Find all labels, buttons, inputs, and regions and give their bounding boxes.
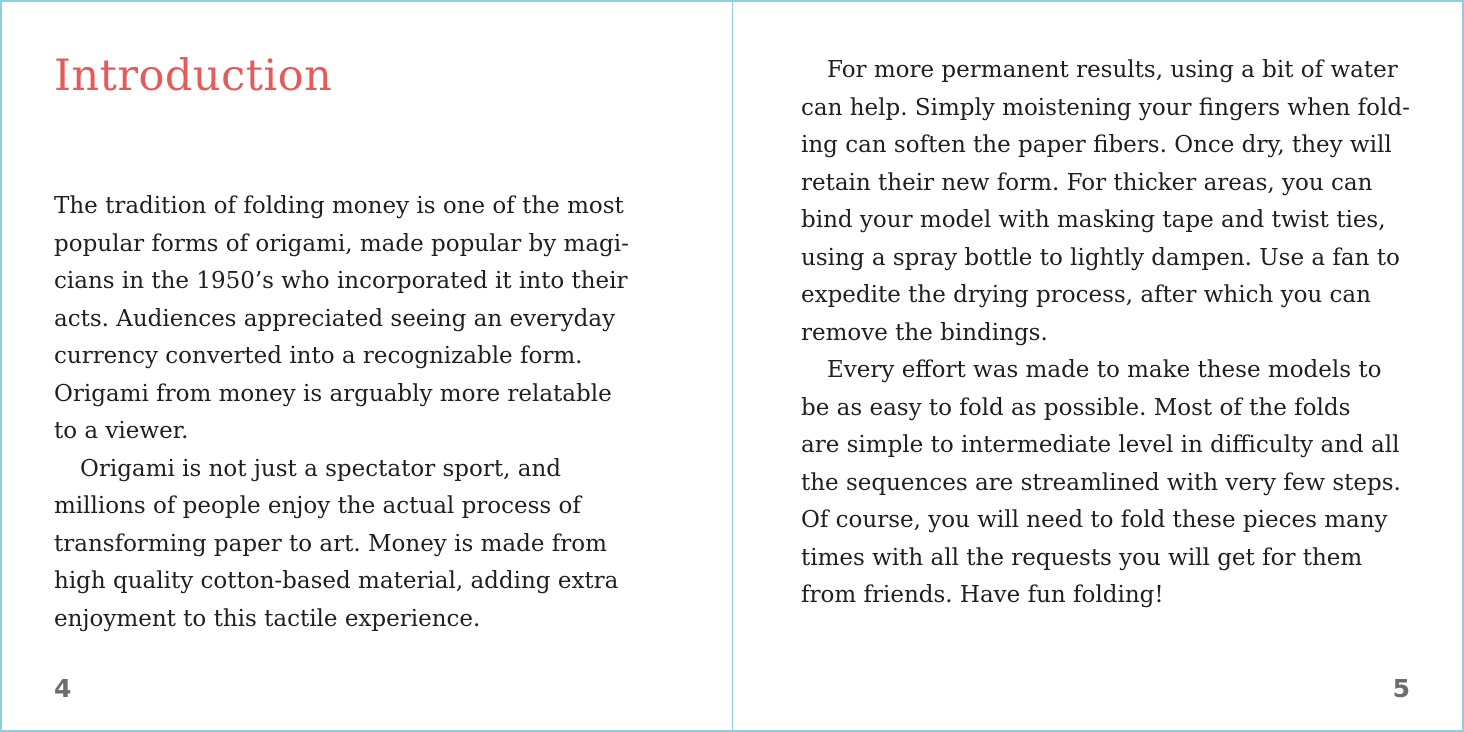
text-line: from friends. Have fun folding! <box>801 582 1164 608</box>
text-line: to a viewer. <box>54 418 189 444</box>
page-title: Introduction <box>54 51 333 101</box>
text-line: remove the bindings. <box>801 319 1048 346</box>
text-line: ing can soften the paper fibers. Once dry, they will <box>801 132 1392 158</box>
page-number-right: 5 <box>1392 674 1410 703</box>
text-line: bind your model with masking tape and twist ties, <box>801 207 1386 233</box>
text-line: expedite the drying process, after which you can <box>801 282 1371 308</box>
text-line: Of course, you will need to fold these pieces many <box>801 507 1388 533</box>
left-body-text <box>54 188 629 638</box>
text-line: retain their new form. For thicker areas, you can <box>801 169 1373 196</box>
text-line: cians in the 1950’s who incorporated it into their <box>54 268 628 294</box>
text-line: can help. Simply moistening your fingers when fold- <box>801 94 1410 121</box>
text-line: currency converted into a recognizable form. <box>54 343 583 369</box>
text-line: are simple to intermediate level in difficulty and all <box>801 432 1400 458</box>
text-line: Origami from money is arguably more relatable <box>54 380 612 407</box>
text-line: millions of people enjoy the actual process of <box>54 493 581 519</box>
text-line: popular forms of origami, made popular by magi- <box>54 230 629 257</box>
text-line: For more permanent results, using a bit of water <box>827 57 1398 83</box>
text-line: Origami is not just a spectator sport, and <box>80 455 561 482</box>
text-line: acts. Audiences appreciated seeing an everyday <box>54 305 616 332</box>
text-line: be as easy to fold as possible. Most of the folds <box>801 394 1351 421</box>
text-line: using a spray bottle to lightly dampen. Use a fan to <box>801 244 1400 271</box>
right-body-text <box>801 52 1410 615</box>
right-page <box>732 0 1464 732</box>
text-line: The tradition of folding money is one of the most <box>54 193 624 219</box>
page-number-left: 4 <box>54 674 72 703</box>
text-line: Every effort was made to make these models to <box>827 357 1382 383</box>
text-line: enjoyment to this tactile experience. <box>54 605 481 632</box>
text-line: transforming paper to art. Money is made from <box>54 530 607 557</box>
text-line: high quality cotton-based material, adding extra <box>54 568 619 594</box>
text-line: times with all the requests you will get for them <box>801 544 1363 571</box>
text-line: the sequences are streamlined with very few steps. <box>801 469 1401 496</box>
